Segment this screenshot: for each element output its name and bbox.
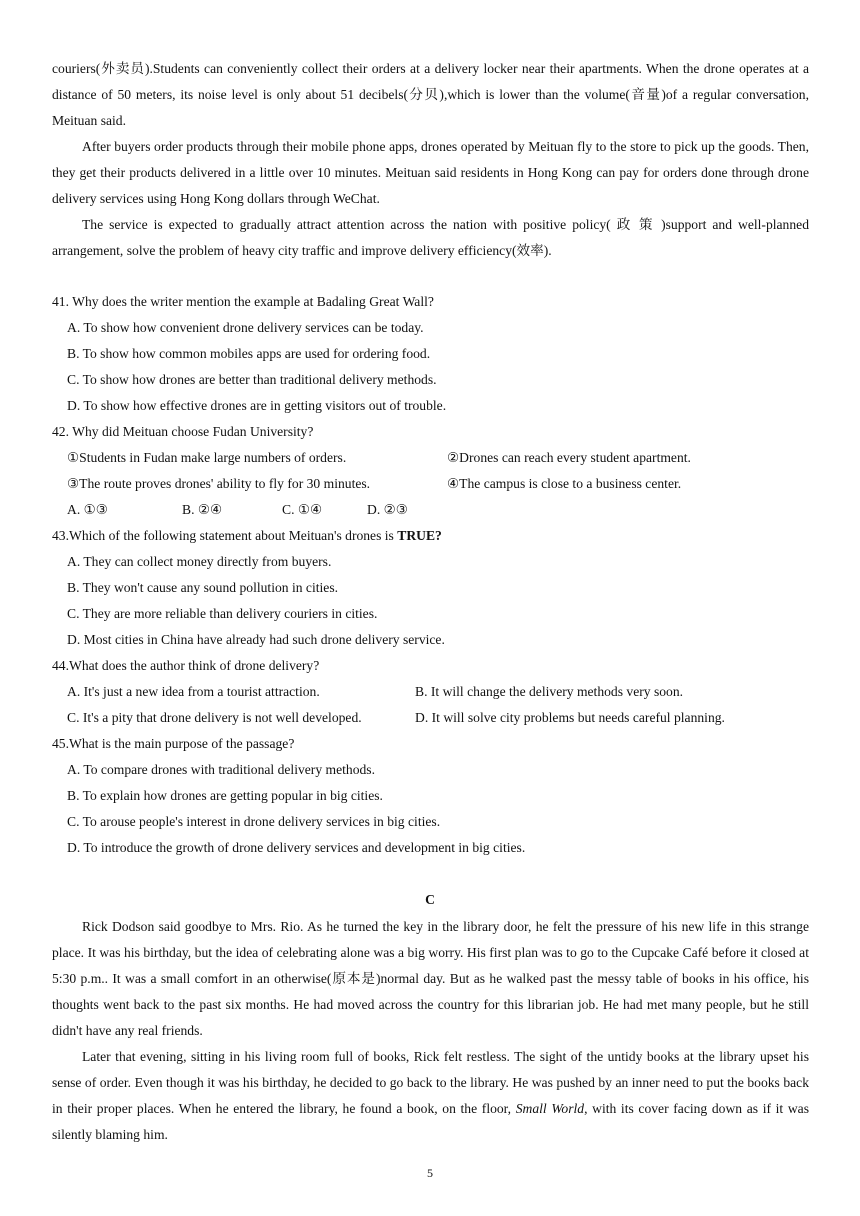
passage-c-heading: C: [425, 892, 435, 907]
question-45-stem: 45.What is the main purpose of the passage?: [52, 736, 295, 751]
question-43-option-c: C. They are more reliable than delivery couriers in cities.: [67, 606, 378, 621]
question-42-statement-2: ②Drones can reach every student apartment.: [447, 450, 691, 465]
question-42-statement-3: ③The route proves drones' ability to fly for 30 minutes.: [67, 476, 371, 491]
book-title: Small World: [515, 1101, 585, 1116]
question-43-stem: [52, 526, 442, 546]
question-44-stem: 44.What does the author think of drone delivery?: [52, 658, 320, 673]
passage-b-paragraph-2: After buyers order products through their mobile phone apps, drones operated by Meituan fly to the store to pick up the goods. Then, they get their products delivered in a little over 10 minutes. Meituan said residents in Hong Kong can pay for orders done through drone delivery services using Hong Kong dollars through WeChat.: [52, 139, 809, 206]
question-45-option-c: C. To arouse people's interest in drone delivery services in big cities.: [67, 814, 441, 829]
passage-c-paragraph-2: Later that evening, sitting in his living room full of books, Rick felt restless. The sight of the untidy books at the library upset his sense of order. Even though it was his birthday, he decided to go back to the library. He was pushed by an inner need to put the books back in their proper places. When he entered the library, he found a book, on the floor, Small World, with its cover facing down as if it was silently blaming him.: [52, 1049, 809, 1142]
question-43-option-b: B. They won't cause any sound pollution in cities.: [67, 580, 339, 595]
question-44-option-d: D. It will solve city problems but needs careful planning.: [415, 710, 725, 725]
question-42-stem: 42. Why did Meituan choose Fudan University?: [52, 424, 314, 439]
passage-b-paragraph-3: The service is expected to gradually attract attention across the nation with positive policy( 政 策 )support and well-planned arrangement, solve the problem of heavy city traffic and improve delivery efficiency(效率).: [52, 217, 809, 258]
question-44-option-b: B. It will change the delivery methods very soon.: [415, 684, 684, 699]
question-42-statement-1: ①Students in Fudan make large numbers of orders.: [67, 450, 347, 465]
question-42-option-c: C. ①④: [282, 502, 323, 517]
question-43-option-d: D. Most cities in China have already had such drone delivery service.: [67, 632, 445, 647]
question-41-option-d: D. To show how effective drones are in getting visitors out of trouble.: [67, 398, 447, 413]
question-43-stem-emphasis: TRUE?: [397, 528, 442, 543]
question-45-option-b: B. To explain how drones are getting popular in big cities.: [67, 788, 383, 803]
passage-c-paragraph-1: Rick Dodson said goodbye to Mrs. Rio. As he turned the key in the library door, he felt the pressure of his new life in this strange place. It was his birthday, but the idea of celebrating alone was a big worry. His first plan was to go to the Cupcake Café before it closed at 5:30 p.m.. It was a small comfort in an otherwise(原本是)normal day. But as he walked past the messy table of books in his office, his thoughts went back to the past six months. He had moved across the country for this librarian job. He had met many people, but he still didn't have any real friends.: [52, 919, 809, 1038]
question-42-statement-4: ④The campus is close to a business center.: [447, 476, 682, 491]
question-41-option-a: A. To show how convenient drone delivery services can be today.: [67, 320, 424, 335]
question-42-option-d: D. ②③: [367, 502, 408, 517]
question-42-option-b: B. ②④: [182, 502, 223, 517]
page-number: 5: [427, 1166, 433, 1180]
question-44-option-c: C. It's a pity that drone delivery is not well developed.: [67, 710, 362, 725]
question-45-option-a: A. To compare drones with traditional delivery methods.: [67, 762, 375, 777]
question-45-option-d: D. To introduce the growth of drone delivery services and development in big cities.: [67, 840, 526, 855]
question-43-option-a: A. They can collect money directly from buyers.: [67, 554, 332, 569]
passage-b-paragraph-1: couriers(外卖员).Students can conveniently collect their orders at a delivery locker near their apartments. When the drone operates at a distance of 50 meters, its noise level is only about 51 decibels(分贝),which is lower than the volume(音量)of a regular conversation, Meituan said.: [52, 61, 809, 128]
question-44-option-a: A. It's just a new idea from a tourist attraction.: [67, 684, 320, 699]
question-41-option-b: B. To show how common mobiles apps are used for ordering food.: [67, 346, 431, 361]
question-42-option-a: A. ①③: [67, 502, 108, 517]
question-43-stem-text: 43.Which of the following statement about Meituan's drones is: [52, 528, 398, 543]
question-41-option-c: C. To show how drones are better than traditional delivery methods.: [67, 372, 437, 387]
question-41-stem: 41. Why does the writer mention the example at Badaling Great Wall?: [52, 294, 434, 309]
